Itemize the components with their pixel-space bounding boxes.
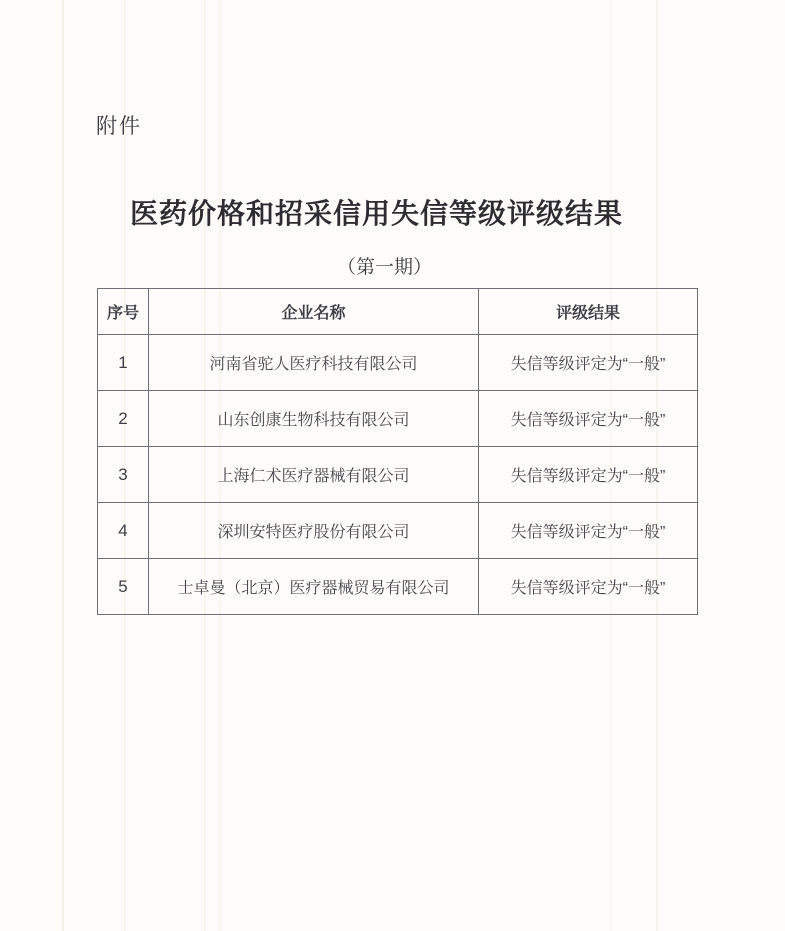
table-row (98, 447, 698, 503)
company-name: 河南省驼人医疗科技有限公司 (149, 335, 479, 391)
company-name: 深圳安特医疗股份有限公司 (149, 503, 479, 559)
attachment-label: 附件 (96, 115, 142, 138)
column-header-rating: 评级结果 (479, 289, 698, 335)
table-row (98, 503, 698, 559)
table-row (98, 335, 698, 391)
company-name: 士卓曼（北京）医疗器械贸易有限公司 (149, 559, 479, 615)
rating-result: 失信等级评定为“一般” (479, 559, 698, 615)
row-number: 2 (98, 391, 149, 447)
rating-result: 失信等级评定为“一般” (479, 335, 698, 391)
document-title: 医药价格和招采信用失信等级评级结果 (129, 199, 623, 230)
row-number: 5 (98, 559, 149, 615)
rating-result: 失信等级评定为“一般” (479, 391, 698, 447)
column-header-company: 企业名称 (149, 289, 479, 335)
table-row (98, 391, 698, 447)
company-name: 上海仁术医疗器械有限公司 (149, 447, 479, 503)
company-name: 山东创康生物科技有限公司 (149, 391, 479, 447)
row-number: 1 (98, 335, 149, 391)
rating-result: 失信等级评定为“一般” (479, 447, 698, 503)
scan-streak (62, 0, 64, 931)
row-number: 4 (98, 503, 149, 559)
document-subtitle: （第一期） (336, 257, 432, 278)
table-header-row (98, 289, 698, 335)
rating-result: 失信等级评定为“一般” (479, 503, 698, 559)
row-number: 3 (98, 447, 149, 503)
table-row (98, 559, 698, 615)
column-header-no: 序号 (98, 289, 149, 335)
rating-results-table (97, 288, 698, 615)
